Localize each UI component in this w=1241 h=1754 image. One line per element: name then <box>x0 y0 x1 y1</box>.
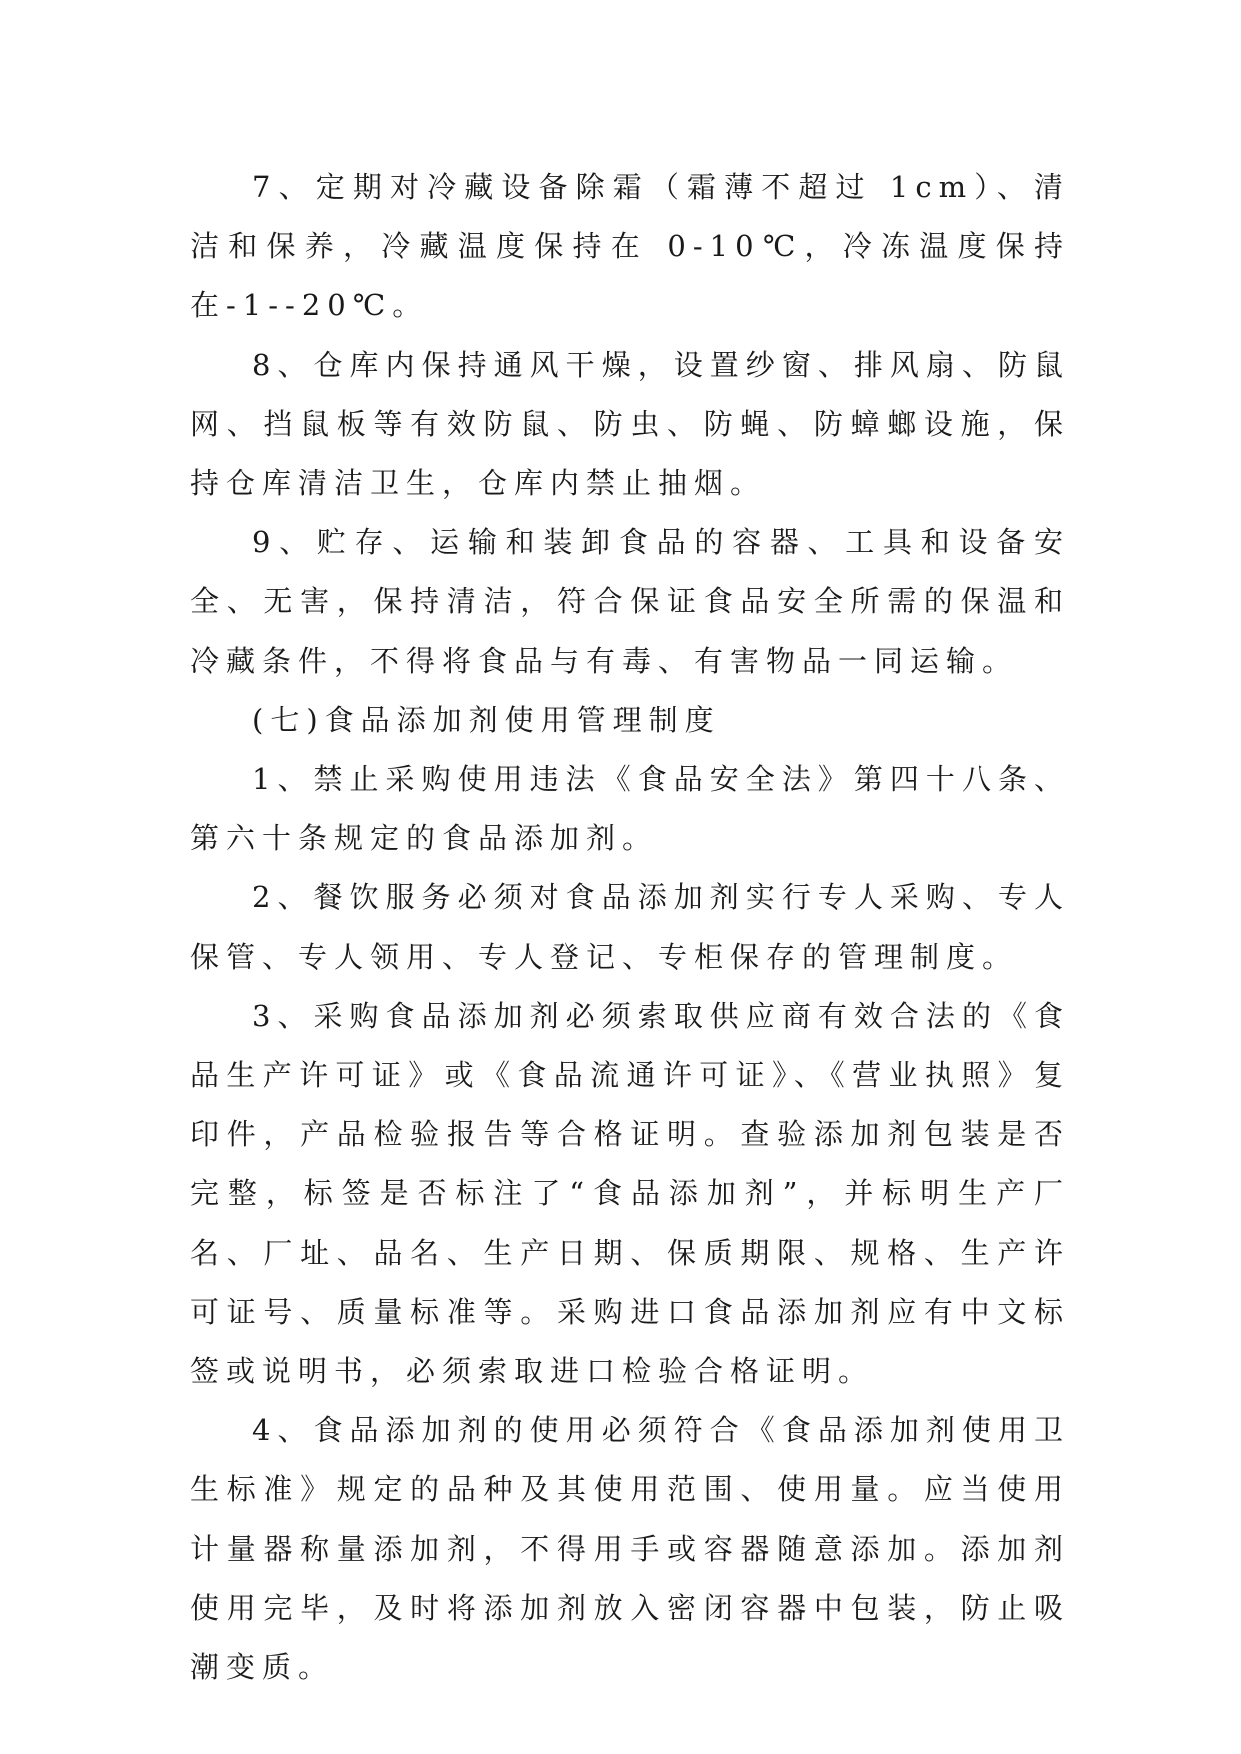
paragraph-item-2-management: 2、餐饮服务必须对食品添加剂实行专人采购、专人保管、专人领用、专人登记、专柜保存的管理制度。 <box>190 880 1070 974</box>
document-body <box>190 158 1070 1697</box>
paragraph-item-9-transport: 9、贮存、运输和装卸食品的容器、工具和设备安全、无害，保持清洁，符合保证食品安全所需的保温和冷藏条件，不得将食品与有毒、有害物品一同运输。 <box>190 525 1070 678</box>
paragraph-item-8-warehouse: 8、仓库内保持通风干燥，设置纱窗、排风扇、防鼠网、挡鼠板等有效防鼠、防虫、防蝇、防蟑螂设施，保持仓库清洁卫生，仓库内禁止抽烟。 <box>190 347 1070 501</box>
paragraph-item-3-procurement: 3、采购食品添加剂必须索取供应商有效合法的《食品生产许可证》或《食品流通许可证》、《营业执照》复印件，产品检验报告等合格证明。查验添加剂包装是否完整，标签是否标注了“食品添加剂”，并标明生产厂名、厂址、品名、生产日期、保质期限、规格、生产许可证号、质量标准等。采购进口食品添加剂应有中文标签或说明书，必须索取进口检验合格证明。 <box>190 998 1070 1389</box>
paragraph-item-7-refrigeration: 7、定期对冷藏设备除霜（霜薄不超过 1cm）、清洁和保养，冷藏温度保持在 0-10℃，冷冻温度保持在-1--20℃。 <box>190 170 1070 323</box>
section-heading-additives: (七)食品添加剂使用管理制度 <box>252 702 721 737</box>
paragraph-item-4-usage: 4、食品添加剂的使用必须符合《食品添加剂使用卫生标准》规定的品种及其使用范围、使用量。应当使用计量器称量添加剂，不得用手或容器随意添加。添加剂使用完毕，及时将添加剂放入密闭容器中包装，防止吸潮变质。 <box>190 1413 1070 1685</box>
paragraph-item-1-prohibition: 1、禁止采购使用违法《食品安全法》第四十八条、第六十条规定的食品添加剂。 <box>190 762 1070 856</box>
